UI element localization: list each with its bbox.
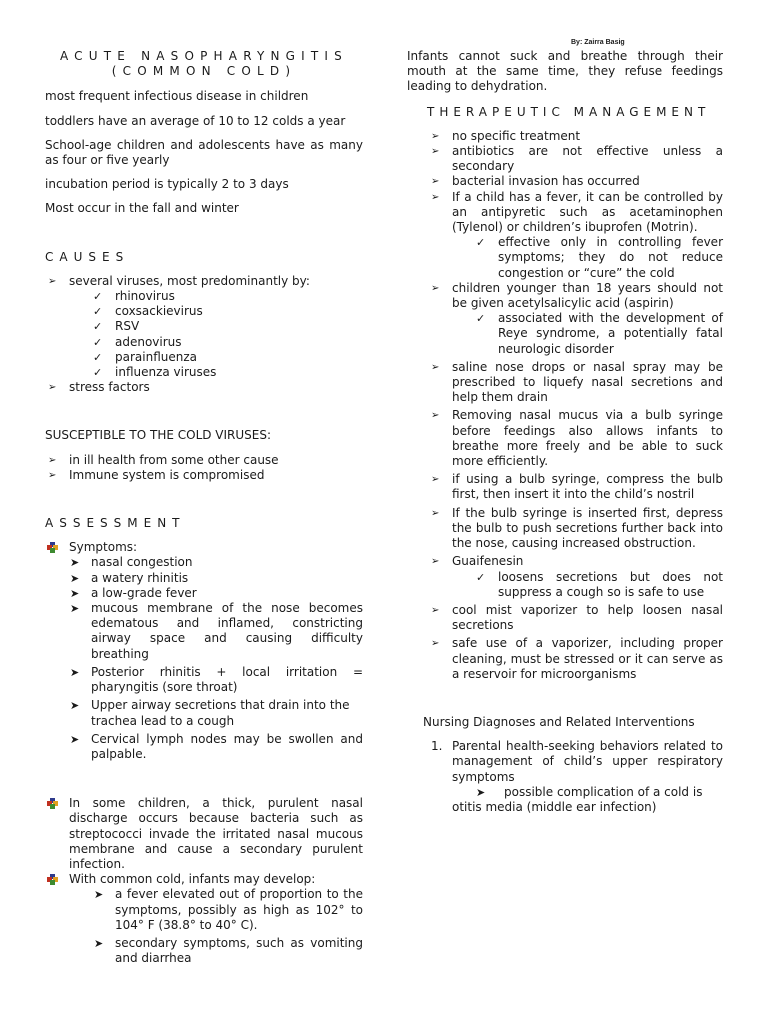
left-column	[45, 0, 363, 966]
list-item	[431, 472, 723, 502]
symptom-item: mucous membrane of the nose becomes edematous and inflamed, constricting airway space and causing difficulty breathing	[91, 601, 363, 661]
arrow-bullet-icon: ➢	[431, 507, 440, 519]
check-icon: ✓	[476, 236, 486, 250]
assessment-list	[45, 540, 363, 762]
right-column	[407, 0, 723, 815]
arrow-bullet-icon: ➢	[48, 275, 57, 287]
list-item	[93, 349, 363, 365]
symptom-item: a watery rhinitis	[91, 570, 189, 585]
susceptible-item: in ill health from some other cause	[69, 452, 279, 467]
arrow-bullet-icon: ➢	[431, 556, 440, 568]
list-item	[70, 698, 363, 728]
list-item	[94, 887, 363, 933]
arrow-bullet-icon: ➤	[476, 785, 486, 799]
list-item	[70, 555, 363, 570]
list-item	[48, 452, 363, 468]
diamond-bullet-icon	[47, 874, 58, 885]
therapy-item: If a child has a fever, it can be controlled by an antipyretic such as acetaminophen (Tylenol) or children’s ibuprofen (Motrin).	[452, 189, 723, 235]
list-item	[93, 319, 363, 334]
causes-list	[45, 274, 363, 396]
arrow-bullet-icon: ➢	[48, 454, 57, 466]
check-icon: ✓	[93, 366, 103, 380]
therapy-item: Guaifenesin	[452, 554, 524, 569]
arrow-bullet-icon: ➢	[431, 638, 440, 650]
arrow-bullet-icon: ➤	[70, 732, 80, 746]
arrow-bullet-icon: ➤	[70, 602, 80, 616]
list-item	[70, 570, 363, 586]
infants-feeding-text: Infants cannot suck and breathe through their mouth at the same time, they refuse feedings leading to dehydration.	[407, 49, 723, 94]
check-icon: ✓	[93, 290, 103, 304]
symptom-item: nasal congestion	[91, 555, 193, 570]
arrow-bullet-icon: ➤	[70, 586, 80, 600]
therapy-subnote: effective only in controlling fever symptoms; they do not reduce congestion or “cure” the cold	[498, 235, 723, 280]
infant-symptoms-list	[69, 887, 363, 966]
intro-line-2: toddlers have an average of 10 to 12 colds a year	[45, 113, 346, 128]
list-item	[431, 408, 723, 469]
symptom-item: Posterior rhinitis + local irritation = pharyngitis (sore throat)	[91, 664, 363, 695]
arrow-bullet-icon: ➤	[70, 699, 80, 713]
symptom-item: Upper airway secretions that drain into the trachea lead to a cough	[91, 698, 350, 728]
diamond-bullet-icon	[47, 798, 58, 809]
arrow-bullet-icon: ➤	[70, 556, 80, 570]
symptoms-label: Symptoms:	[69, 540, 138, 555]
list-item	[70, 731, 363, 762]
susceptible-item: Immune system is compromised	[69, 467, 265, 482]
list-item	[93, 334, 363, 350]
infant-symptom-item: secondary symptoms, such as vomiting and diarrhea	[115, 935, 363, 966]
virus-name: parainfluenza	[115, 349, 198, 364]
list-item	[431, 128, 723, 144]
list-item	[70, 664, 363, 695]
list-item	[431, 189, 723, 281]
arrow-bullet-icon: ➤	[94, 888, 104, 902]
therapy-item: antibiotics are not effective unless a secondary	[452, 144, 723, 174]
therapy-item: no specific treatment	[452, 128, 581, 143]
list-item	[93, 289, 363, 304]
arrow-bullet-icon: ➢	[431, 282, 440, 294]
therapy-item: If the bulb syringe is inserted first, depress the bulb to push secretions further back into the nose, causing increased obstruction.	[452, 505, 723, 551]
check-icon: ✓	[93, 350, 103, 364]
list-item	[69, 540, 363, 762]
diamond-bullet-icon	[47, 542, 58, 553]
complications-list	[45, 796, 363, 966]
list-item	[69, 796, 363, 872]
intro-line-1: most frequent infectious disease in children	[45, 89, 309, 104]
list-item	[431, 602, 723, 633]
arrow-bullet-icon: ➤	[70, 571, 80, 585]
arrow-bullet-icon: ➢	[431, 191, 440, 203]
intro-line-5: Most occur in the fall and winter	[45, 201, 239, 216]
list-item	[431, 280, 723, 357]
causes-item-viruses: several viruses, most predominantly by:	[69, 273, 310, 288]
susceptible-heading: SUSCEPTIBLE TO THE COLD VIRUSES:	[45, 428, 272, 443]
therapy-subnote-list	[452, 570, 723, 600]
arrow-bullet-icon: ➢	[431, 361, 440, 373]
check-icon: ✓	[93, 320, 103, 334]
list-item	[69, 872, 363, 966]
therapy-item: bacterial invasion has occurred	[452, 174, 640, 189]
therapy-subnote: associated with the development of Reye syndrome, a potentially fatal neurologic disorder	[498, 311, 723, 356]
symptom-item: a low-grade fever	[91, 585, 197, 600]
list-item	[431, 505, 723, 552]
therapy-subnote-list	[452, 311, 723, 357]
virus-name: RSV	[115, 319, 140, 334]
list-item	[70, 601, 363, 662]
nursing-heading: Nursing Diagnoses and Related Interventions	[423, 714, 695, 729]
list-item	[431, 636, 723, 682]
therapy-subnote: loosens secretions but does not suppress a cough so is safe to use	[498, 569, 723, 599]
list-item	[93, 365, 363, 380]
arrow-bullet-icon: ➤	[70, 665, 80, 679]
intro-line-4: incubation period is typically 2 to 3 days	[45, 177, 289, 192]
list-item	[431, 554, 723, 600]
causes-heading: CAUSES	[45, 249, 130, 264]
therapeutic-list	[407, 129, 723, 682]
virus-name: influenza viruses	[115, 365, 217, 380]
arrow-bullet-icon: ➢	[48, 469, 57, 481]
list-item	[476, 311, 723, 357]
list-item	[431, 144, 723, 174]
virus-name: coxsackievirus	[115, 304, 203, 319]
intro-line-3: School-age children and adolescents have as many as four or five yearly	[45, 137, 363, 168]
list-item	[431, 359, 723, 406]
purulent-discharge-text: In some children, a thick, purulent nasal discharge occurs because bacteria such as streptococci invade the irritated nasal mucous membrane and cause a secondary purulent infection.	[69, 796, 363, 871]
list-item	[476, 569, 723, 600]
therapy-subnote-list	[452, 235, 723, 281]
check-icon: ✓	[476, 570, 486, 584]
arrow-bullet-icon: ➢	[431, 474, 440, 486]
title-line-1: ACUTE NASOPHARYNGITIS	[59, 49, 348, 63]
list-item	[476, 235, 723, 281]
susceptible-list	[45, 453, 363, 483]
arrow-bullet-icon: ➤	[94, 936, 104, 950]
nursing-item-number: 1.	[431, 739, 443, 754]
nursing-subitem	[452, 785, 723, 800]
list-item	[431, 174, 723, 189]
list-item	[48, 467, 363, 483]
therapy-item: cool mist vaporizer to help loosen nasal secretions	[452, 602, 723, 633]
list-item	[48, 380, 363, 395]
check-icon: ✓	[93, 335, 103, 349]
infant-symptom-item: a fever elevated out of proportion to the symptoms, possibly as high as 102° to 104° F (38.8° to 40° C).	[115, 887, 363, 932]
nursing-item-1	[407, 739, 723, 815]
check-icon: ✓	[476, 312, 486, 326]
therapy-item: safe use of a vaporizer, including proper cleaning, must be stressed or it can serve as a reservoir for microorganisms	[452, 636, 723, 681]
causes-item-stress: stress factors	[69, 380, 150, 395]
arrow-bullet-icon: ➢	[431, 130, 440, 142]
therapy-item: children younger than 18 years should not be given acetylsalicylic acid (aspirin)	[452, 280, 723, 311]
symptom-item: Cervical lymph nodes may be swollen and palpable.	[91, 731, 363, 761]
nursing-subitem-text-a: possible complication of a cold is	[504, 784, 703, 799]
nursing-subitem-text-b: otitis media (middle ear infection)	[452, 799, 657, 814]
arrow-bullet-icon: ➢	[431, 176, 440, 188]
arrow-bullet-icon: ➢	[431, 604, 440, 616]
author-byline: By: Zairra Basig	[571, 39, 625, 46]
arrow-bullet-icon: ➢	[48, 382, 57, 394]
arrow-bullet-icon: ➢	[431, 410, 440, 422]
assessment-heading: ASSESSMENT	[45, 516, 186, 531]
therapeutic-heading: THERAPEUTIC MANAGEMENT	[427, 104, 711, 119]
therapy-item: Removing nasal mucus via a bulb syringe before feedings also allows infants to breathe more freely and be able to suck more efficiently.	[452, 408, 723, 469]
symptoms-list	[69, 555, 363, 762]
arrow-bullet-icon: ➢	[431, 146, 440, 158]
list-item	[70, 585, 363, 601]
title-line-2: (COMMON COLD)	[111, 64, 297, 79]
check-icon: ✓	[93, 305, 103, 319]
virus-name: rhinovirus	[115, 289, 175, 304]
infants-label: With common cold, infants may develop:	[69, 872, 316, 887]
list-item	[48, 273, 363, 380]
nursing-diagnosis-text: Parental health-seeking behaviors related to management of child’s upper respiratory symptoms	[452, 739, 723, 784]
virus-list	[69, 289, 363, 380]
therapy-item: if using a bulb syringe, compress the bulb first, then insert it into the child’s nostril	[452, 472, 723, 502]
list-item	[94, 935, 363, 966]
list-item	[93, 304, 363, 319]
virus-name: adenovirus	[115, 334, 182, 349]
therapy-item: saline nose drops or nasal spray may be prescribed to liquefy nasal secretions and help them drain	[452, 359, 723, 405]
